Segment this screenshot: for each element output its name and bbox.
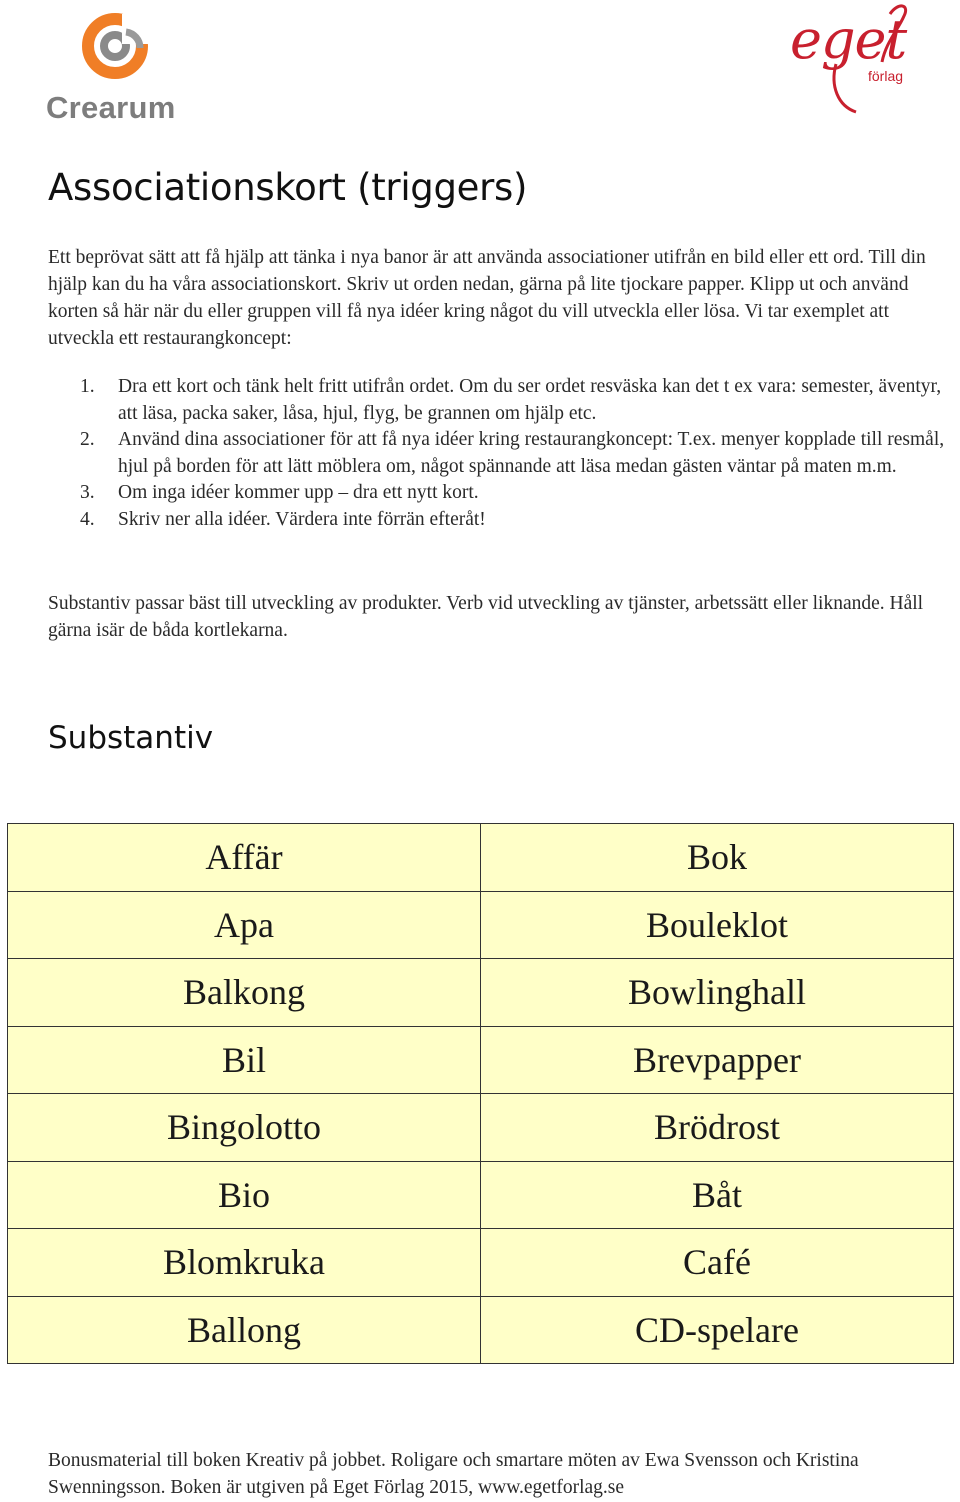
crearum-logo [46, 8, 196, 125]
list-item [48, 507, 948, 534]
step-text: Använd dina associationer för att få nya idéer kring restaurangkoncept: T.ex. menyer kopplade till resmål, hjul på borden för att lätt möblera om, något spännande att läsa medan gästen väntar på maten m.m. [118, 429, 945, 477]
steps-list [48, 374, 948, 534]
step-text: Dra ett kort och tänk helt fritt utifrån ordet. Om du ser ordet resväska kan det t ex vara: semester, äventyr, att läsa, packa saker, låsa, hjul, flyg, be grannen om hjälp etc. [118, 376, 942, 424]
crearum-logo-text: Crearum [46, 90, 176, 125]
word-card: Bingolotto [8, 1094, 481, 1162]
step-number: 1. [80, 376, 95, 397]
word-card: Balkong [8, 959, 481, 1027]
outro-paragraph: Substantiv passar bäst till utveckling av produkter. Verb vid utveckling av tjänster, arbetssätt eller liknande. Håll gärna isär de båda kortlekarna. [48, 593, 924, 641]
step-number: 4. [80, 508, 95, 530]
footer-text: Bonusmaterial till boken Kreativ på jobbet. Roligare och smartare möten av Ewa Svensson och Kristina Swenningsson. Boken är utgiven på Eget Förlag 2015, www.egetforlag.se [48, 1450, 859, 1498]
table-row [8, 1161, 954, 1229]
word-card: Bok [481, 824, 954, 892]
table-row [8, 891, 954, 959]
word-card: CD-spelare [481, 1296, 954, 1364]
table-row [8, 1026, 954, 1094]
word-card: Bil [8, 1026, 481, 1094]
step-text: Skriv ner alla idéer. Värdera inte förrän efteråt! [118, 508, 486, 530]
word-card: Brödrost [481, 1094, 954, 1162]
word-card: Båt [481, 1161, 954, 1229]
step-number: 3. [80, 482, 95, 504]
intro-paragraph: Ett beprövat sätt att få hjälp att tänka i nya banor är att använda associationer utifrån en bild eller ett ord. Till din hjälp kan du ha våra associationskort. Skriv ut orden nedan, gärna på lite tjockare papper. Klipp ut och använd korten så här när du eller gruppen vill få nya idéer kring något du vill utveckla eller lösa. Vi tar exemplet att utveckla ett restaurangkoncept: [48, 247, 926, 349]
word-card: Apa [8, 891, 481, 959]
page-title: Associationskort (triggers) [48, 166, 528, 209]
word-card: Ballong [8, 1296, 481, 1364]
table-row [8, 959, 954, 1027]
section-title: Substantiv [48, 720, 214, 756]
forlag-logo-text: förlag [868, 68, 904, 84]
table-row [8, 1296, 954, 1364]
word-card: Bowlinghall [481, 959, 954, 1027]
word-card: Bouleklot [481, 891, 954, 959]
list-item [48, 427, 948, 480]
crearum-swirl-icon [82, 8, 154, 84]
list-item [48, 374, 948, 427]
word-card: Affär [8, 824, 481, 892]
word-card: Bio [8, 1161, 481, 1229]
word-card: Blomkruka [8, 1229, 481, 1297]
word-card: Café [481, 1229, 954, 1297]
eget-logo-text: eget [790, 8, 907, 71]
step-number: 2. [80, 429, 95, 451]
table-row [8, 824, 954, 892]
word-card: Brevpapper [481, 1026, 954, 1094]
list-item [48, 480, 948, 507]
word-cards-table [7, 823, 954, 1364]
table-row [8, 1094, 954, 1162]
table-row [8, 1229, 954, 1297]
step-text: Om inga idéer kommer upp – dra ett nytt kort. [118, 482, 479, 504]
eget-forlag-logo [786, 2, 926, 118]
